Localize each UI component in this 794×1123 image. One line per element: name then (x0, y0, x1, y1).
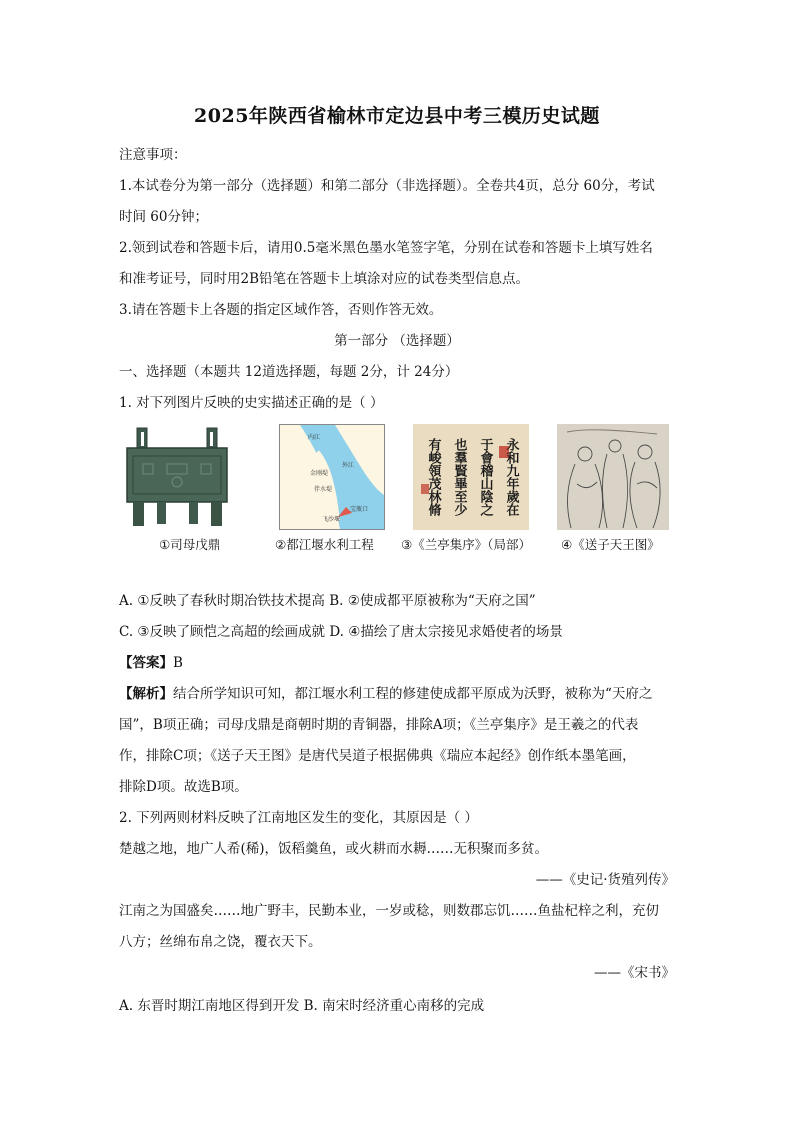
material-text: 江南之为国盛矣……地广野丰，民勤本业，一岁或稔，则数郡忘饥……鱼盐杞梓之利，充仞 (119, 903, 659, 919)
material-source: ——《宋书》 (594, 965, 675, 981)
map-label: 伴水堤 (314, 486, 333, 493)
songzi-tianwang-painting (557, 424, 669, 530)
figure-caption: ②都江堰水利工程 (275, 537, 374, 552)
dujiangyan-map (279, 424, 385, 530)
ding-image (119, 424, 235, 530)
material-source: ——《史记·货殖列传》 (535, 872, 675, 888)
notice-heading: 注意事项： (119, 147, 187, 163)
notice-line: 1.本试卷分为第一部分（选择题）和第二部分（非选择题）。全卷共4页，总分 60分，考试 (119, 178, 655, 194)
analysis-text: 国”，B项正确；司母戊鼎是商朝时期的青铜器，排除A项；《兰亭集序》是王羲之的代表 (119, 717, 639, 733)
map-label: 内江 (308, 434, 321, 441)
analysis-label: 【解析】 (119, 686, 173, 702)
question-2-option: A. 东晋时期江南地区得到开发 B. 南宋时经济重心南移的完成 (119, 998, 485, 1014)
map-label: 宝瓶口 (350, 506, 369, 513)
figure-caption: ①司母戊鼎 (159, 537, 221, 552)
notice-line: 和准考证号，同时用2B铅笔在答题卡上填涂对应的试卷类型信息点。 (119, 271, 530, 287)
part-heading: 第一部分 （选择题） (334, 333, 460, 349)
calligraphy-column: 永和九年歲在 (503, 438, 519, 516)
calligraphy-column: 也羣賢畢至少 (451, 438, 467, 516)
notice-line: 2.领到试卷和答题卡后，请用0.5毫米黑色墨水笔签字笔，分别在试卷和答题卡上填写姓名 (119, 240, 653, 256)
notice-line: 时间 60分钟； (119, 209, 208, 225)
notice-line: 3.请在答题卡上各题的指定区域作答，否则作答无效。 (119, 302, 443, 318)
section-heading: 一、选择题（本题共 12道选择题，每题 2分，计 24分） (119, 364, 459, 380)
analysis-text: 作，排除C项；《送子天王图》是唐代吴道子根据佛典《瑞应本起经》创作纸本墨笔画， (119, 748, 636, 764)
map-label: 金刚堤 (310, 470, 329, 477)
calligraphy-column: 于會稽山陰之 (477, 438, 493, 516)
analysis-text: 排除D项。故选B项。 (119, 779, 248, 795)
calligraphy-column: 有峻領茂林脩 (425, 438, 441, 516)
material-text: 楚越之地，地广人希(稀)，饭稻羹鱼，或火耕而水耨……无积聚而多贫。 (119, 841, 549, 857)
map-label: 飞沙堰 (322, 516, 341, 523)
page-title: 2025年陕西省榆林市定边县中考三模历史试题 (194, 105, 600, 127)
map-label: 外江 (342, 462, 355, 469)
question-1-option: A. ①反映了春秋时期冶铁技术提高 B. ②使成都平原被称为“天府之国” (119, 593, 536, 609)
material-text: 八方；丝绵布帛之饶，覆衣天下。 (119, 934, 322, 950)
answer-line (119, 653, 679, 673)
question-1-option: C. ③反映了顾恺之高超的绘画成就 D. ④描绘了唐太宗接见求婚使者的场景 (119, 624, 563, 640)
answer-label: 【答案】 (119, 655, 173, 671)
lanting-calligraphy (413, 424, 529, 530)
analysis-text: 结合所学知识可知，都江堰水利工程的修建使成都平原成为沃野，被称为“天府之 (173, 686, 653, 702)
question-1-stem: 1. 对下列图片反映的史实描述正确的是（ ） (119, 395, 384, 411)
answer-value: B (173, 655, 183, 671)
figure-caption: ③《兰亭集序》（局部） (401, 537, 531, 552)
figure-caption: ④《送子天王图》 (561, 537, 660, 552)
question-2-stem: 2. 下列两则材料反映了江南地区发生的变化，其原因是（ ） (119, 810, 478, 826)
analysis-line (119, 684, 679, 704)
question-1-figures (119, 424, 679, 584)
